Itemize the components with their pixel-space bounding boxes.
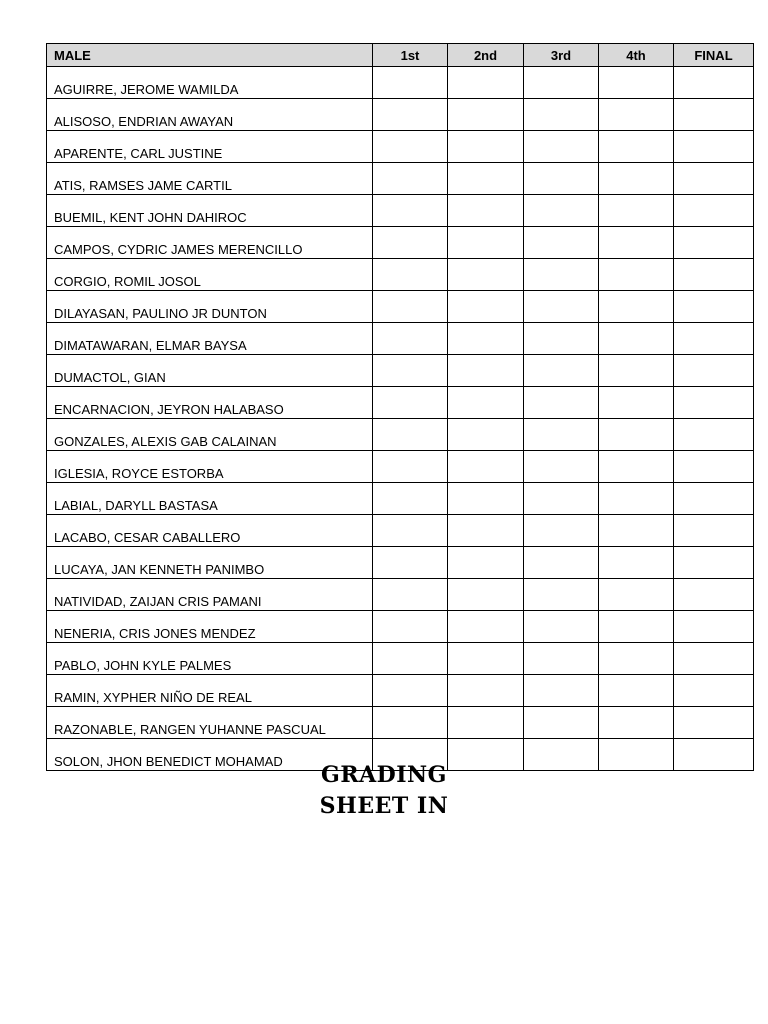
grade-cell-1st <box>373 323 448 355</box>
grade-cell-4th <box>599 291 674 323</box>
grade-cell-1st <box>373 451 448 483</box>
grade-cell-2nd <box>448 259 524 291</box>
table-row <box>47 259 754 291</box>
grade-cell-3rd <box>524 579 599 611</box>
grade-cell-final <box>674 419 754 451</box>
table-row <box>47 707 754 739</box>
table-row <box>47 515 754 547</box>
grade-cell-final <box>674 515 754 547</box>
grading-table <box>46 43 754 771</box>
grade-cell-2nd <box>448 579 524 611</box>
table-row <box>47 579 754 611</box>
table-row <box>47 323 754 355</box>
student-name-cell: NENERIA, CRIS JONES MENDEZ <box>47 611 373 643</box>
grade-cell-1st <box>373 579 448 611</box>
grade-cell-2nd <box>448 643 524 675</box>
grade-cell-2nd <box>448 67 524 99</box>
grade-cell-final <box>674 131 754 163</box>
grade-cell-final <box>674 579 754 611</box>
document-title <box>284 760 484 822</box>
table-row <box>47 227 754 259</box>
student-name-cell: BUEMIL, KENT JOHN DAHIROC <box>47 195 373 227</box>
grade-cell-3rd <box>524 163 599 195</box>
student-name-cell: APARENTE, CARL JUSTINE <box>47 131 373 163</box>
grade-cell-1st <box>373 515 448 547</box>
grade-cell-1st <box>373 611 448 643</box>
grade-cell-3rd <box>524 515 599 547</box>
header-4th-quarter: 4th <box>599 44 674 67</box>
grade-cell-1st <box>373 675 448 707</box>
header-1st-quarter: 1st <box>373 44 448 67</box>
table-row <box>47 419 754 451</box>
grade-cell-3rd <box>524 739 599 771</box>
grade-cell-4th <box>599 355 674 387</box>
grade-cell-1st <box>373 355 448 387</box>
title-line-2: SHEET IN <box>319 793 449 819</box>
grade-cell-3rd <box>524 675 599 707</box>
grade-cell-4th <box>599 515 674 547</box>
student-name-cell: DUMACTOL, GIAN <box>47 355 373 387</box>
grade-cell-3rd <box>524 291 599 323</box>
grade-cell-4th <box>599 611 674 643</box>
grade-cell-2nd <box>448 99 524 131</box>
grade-cell-3rd <box>524 419 599 451</box>
grade-cell-4th <box>599 451 674 483</box>
grade-cell-1st <box>373 227 448 259</box>
student-name-cell: PABLO, JOHN KYLE PALMES <box>47 643 373 675</box>
grade-cell-4th <box>599 259 674 291</box>
table-row <box>47 675 754 707</box>
table-row <box>47 355 754 387</box>
grade-cell-final <box>674 323 754 355</box>
grade-cell-4th <box>599 163 674 195</box>
header-name: MALE <box>47 44 373 67</box>
grade-cell-2nd <box>448 323 524 355</box>
student-name-cell: DIMATAWARAN, ELMAR BAYSA <box>47 323 373 355</box>
grade-cell-4th <box>599 99 674 131</box>
grade-cell-2nd <box>448 387 524 419</box>
grade-cell-2nd <box>448 611 524 643</box>
grade-cell-4th <box>599 739 674 771</box>
grade-cell-1st <box>373 131 448 163</box>
grade-cell-2nd <box>448 227 524 259</box>
student-name-cell: LUCAYA, JAN KENNETH PANIMBO <box>47 547 373 579</box>
table-row <box>47 451 754 483</box>
grade-cell-2nd <box>448 131 524 163</box>
student-name-cell: IGLESIA, ROYCE ESTORBA <box>47 451 373 483</box>
student-name-cell: ATIS, RAMSES JAME CARTIL <box>47 163 373 195</box>
student-name-cell: CORGIO, ROMIL JOSOL <box>47 259 373 291</box>
grade-cell-1st <box>373 99 448 131</box>
grade-cell-final <box>674 483 754 515</box>
grade-cell-4th <box>599 131 674 163</box>
header-row <box>47 44 754 67</box>
grade-cell-2nd <box>448 195 524 227</box>
table-row <box>47 163 754 195</box>
grade-cell-2nd <box>448 515 524 547</box>
grade-cell-4th <box>599 707 674 739</box>
table-row <box>47 483 754 515</box>
grade-cell-1st <box>373 195 448 227</box>
grade-cell-3rd <box>524 99 599 131</box>
grade-cell-final <box>674 707 754 739</box>
grade-cell-4th <box>599 323 674 355</box>
grade-cell-final <box>674 547 754 579</box>
grade-cell-1st <box>373 291 448 323</box>
table-row <box>47 387 754 419</box>
grade-cell-final <box>674 611 754 643</box>
grade-cell-3rd <box>524 259 599 291</box>
grade-cell-1st <box>373 259 448 291</box>
table-row <box>47 195 754 227</box>
grade-cell-4th <box>599 643 674 675</box>
grade-cell-final <box>674 355 754 387</box>
grade-cell-final <box>674 291 754 323</box>
grade-cell-final <box>674 451 754 483</box>
table-row <box>47 611 754 643</box>
student-name-cell: SOLON, JHON BENEDICT MOHAMAD <box>47 739 373 771</box>
grade-cell-1st <box>373 707 448 739</box>
grade-cell-1st <box>373 387 448 419</box>
grade-cell-3rd <box>524 67 599 99</box>
grade-cell-3rd <box>524 611 599 643</box>
student-name-cell: RAZONABLE, RANGEN YUHANNE PASCUAL <box>47 707 373 739</box>
grade-cell-2nd <box>448 291 524 323</box>
grade-cell-final <box>674 195 754 227</box>
grade-cell-final <box>674 227 754 259</box>
grade-cell-final <box>674 259 754 291</box>
grade-cell-1st <box>373 67 448 99</box>
grade-cell-2nd <box>448 483 524 515</box>
student-name-cell: GONZALES, ALEXIS GAB CALAINAN <box>47 419 373 451</box>
student-name-cell: LACABO, CESAR CABALLERO <box>47 515 373 547</box>
grade-cell-4th <box>599 387 674 419</box>
grade-cell-final <box>674 643 754 675</box>
grade-cell-3rd <box>524 483 599 515</box>
grade-cell-3rd <box>524 323 599 355</box>
grade-cell-2nd <box>448 707 524 739</box>
student-name-cell: AGUIRRE, JEROME WAMILDA <box>47 67 373 99</box>
grade-cell-4th <box>599 675 674 707</box>
table-row <box>47 99 754 131</box>
grade-cell-final <box>674 99 754 131</box>
header-2nd-quarter: 2nd <box>448 44 524 67</box>
grade-cell-2nd <box>448 163 524 195</box>
grade-cell-1st <box>373 483 448 515</box>
grade-cell-2nd <box>448 547 524 579</box>
grade-cell-3rd <box>524 387 599 419</box>
student-name-cell: CAMPOS, CYDRIC JAMES MERENCILLO <box>47 227 373 259</box>
table-row <box>47 291 754 323</box>
grade-cell-4th <box>599 419 674 451</box>
student-name-cell: RAMIN, XYPHER NIÑO DE REAL <box>47 675 373 707</box>
table-row <box>47 131 754 163</box>
grade-cell-3rd <box>524 643 599 675</box>
grade-cell-2nd <box>448 419 524 451</box>
grade-cell-3rd <box>524 451 599 483</box>
header-final: FINAL <box>674 44 754 67</box>
grade-cell-4th <box>599 483 674 515</box>
header-3rd-quarter: 3rd <box>524 44 599 67</box>
grade-cell-1st <box>373 547 448 579</box>
grade-cell-final <box>674 67 754 99</box>
grade-cell-1st <box>373 419 448 451</box>
grade-cell-3rd <box>524 227 599 259</box>
grade-cell-2nd <box>448 675 524 707</box>
grade-cell-1st <box>373 643 448 675</box>
title-line-1: GRADING <box>321 762 447 788</box>
table-header <box>47 44 754 67</box>
grade-cell-4th <box>599 547 674 579</box>
student-name-cell: ENCARNACION, JEYRON HALABASO <box>47 387 373 419</box>
grade-cell-3rd <box>524 195 599 227</box>
table-row <box>47 547 754 579</box>
grade-cell-final <box>674 163 754 195</box>
table-body <box>47 67 754 771</box>
student-name-cell: NATIVIDAD, ZAIJAN CRIS PAMANI <box>47 579 373 611</box>
table-row <box>47 643 754 675</box>
student-name-cell: ALISOSO, ENDRIAN AWAYAN <box>47 99 373 131</box>
grade-cell-4th <box>599 67 674 99</box>
grade-cell-final <box>674 675 754 707</box>
grade-cell-4th <box>599 195 674 227</box>
grade-cell-3rd <box>524 131 599 163</box>
grade-cell-2nd <box>448 451 524 483</box>
grade-cell-4th <box>599 227 674 259</box>
grade-cell-final <box>674 387 754 419</box>
grade-cell-4th <box>599 579 674 611</box>
grade-cell-final <box>674 739 754 771</box>
student-name-cell: LABIAL, DARYLL BASTASA <box>47 483 373 515</box>
grade-cell-3rd <box>524 547 599 579</box>
grade-cell-3rd <box>524 355 599 387</box>
student-name-cell: DILAYASAN, PAULINO JR DUNTON <box>47 291 373 323</box>
table-row <box>47 67 754 99</box>
grade-cell-3rd <box>524 707 599 739</box>
grade-cell-1st <box>373 163 448 195</box>
grade-cell-2nd <box>448 355 524 387</box>
